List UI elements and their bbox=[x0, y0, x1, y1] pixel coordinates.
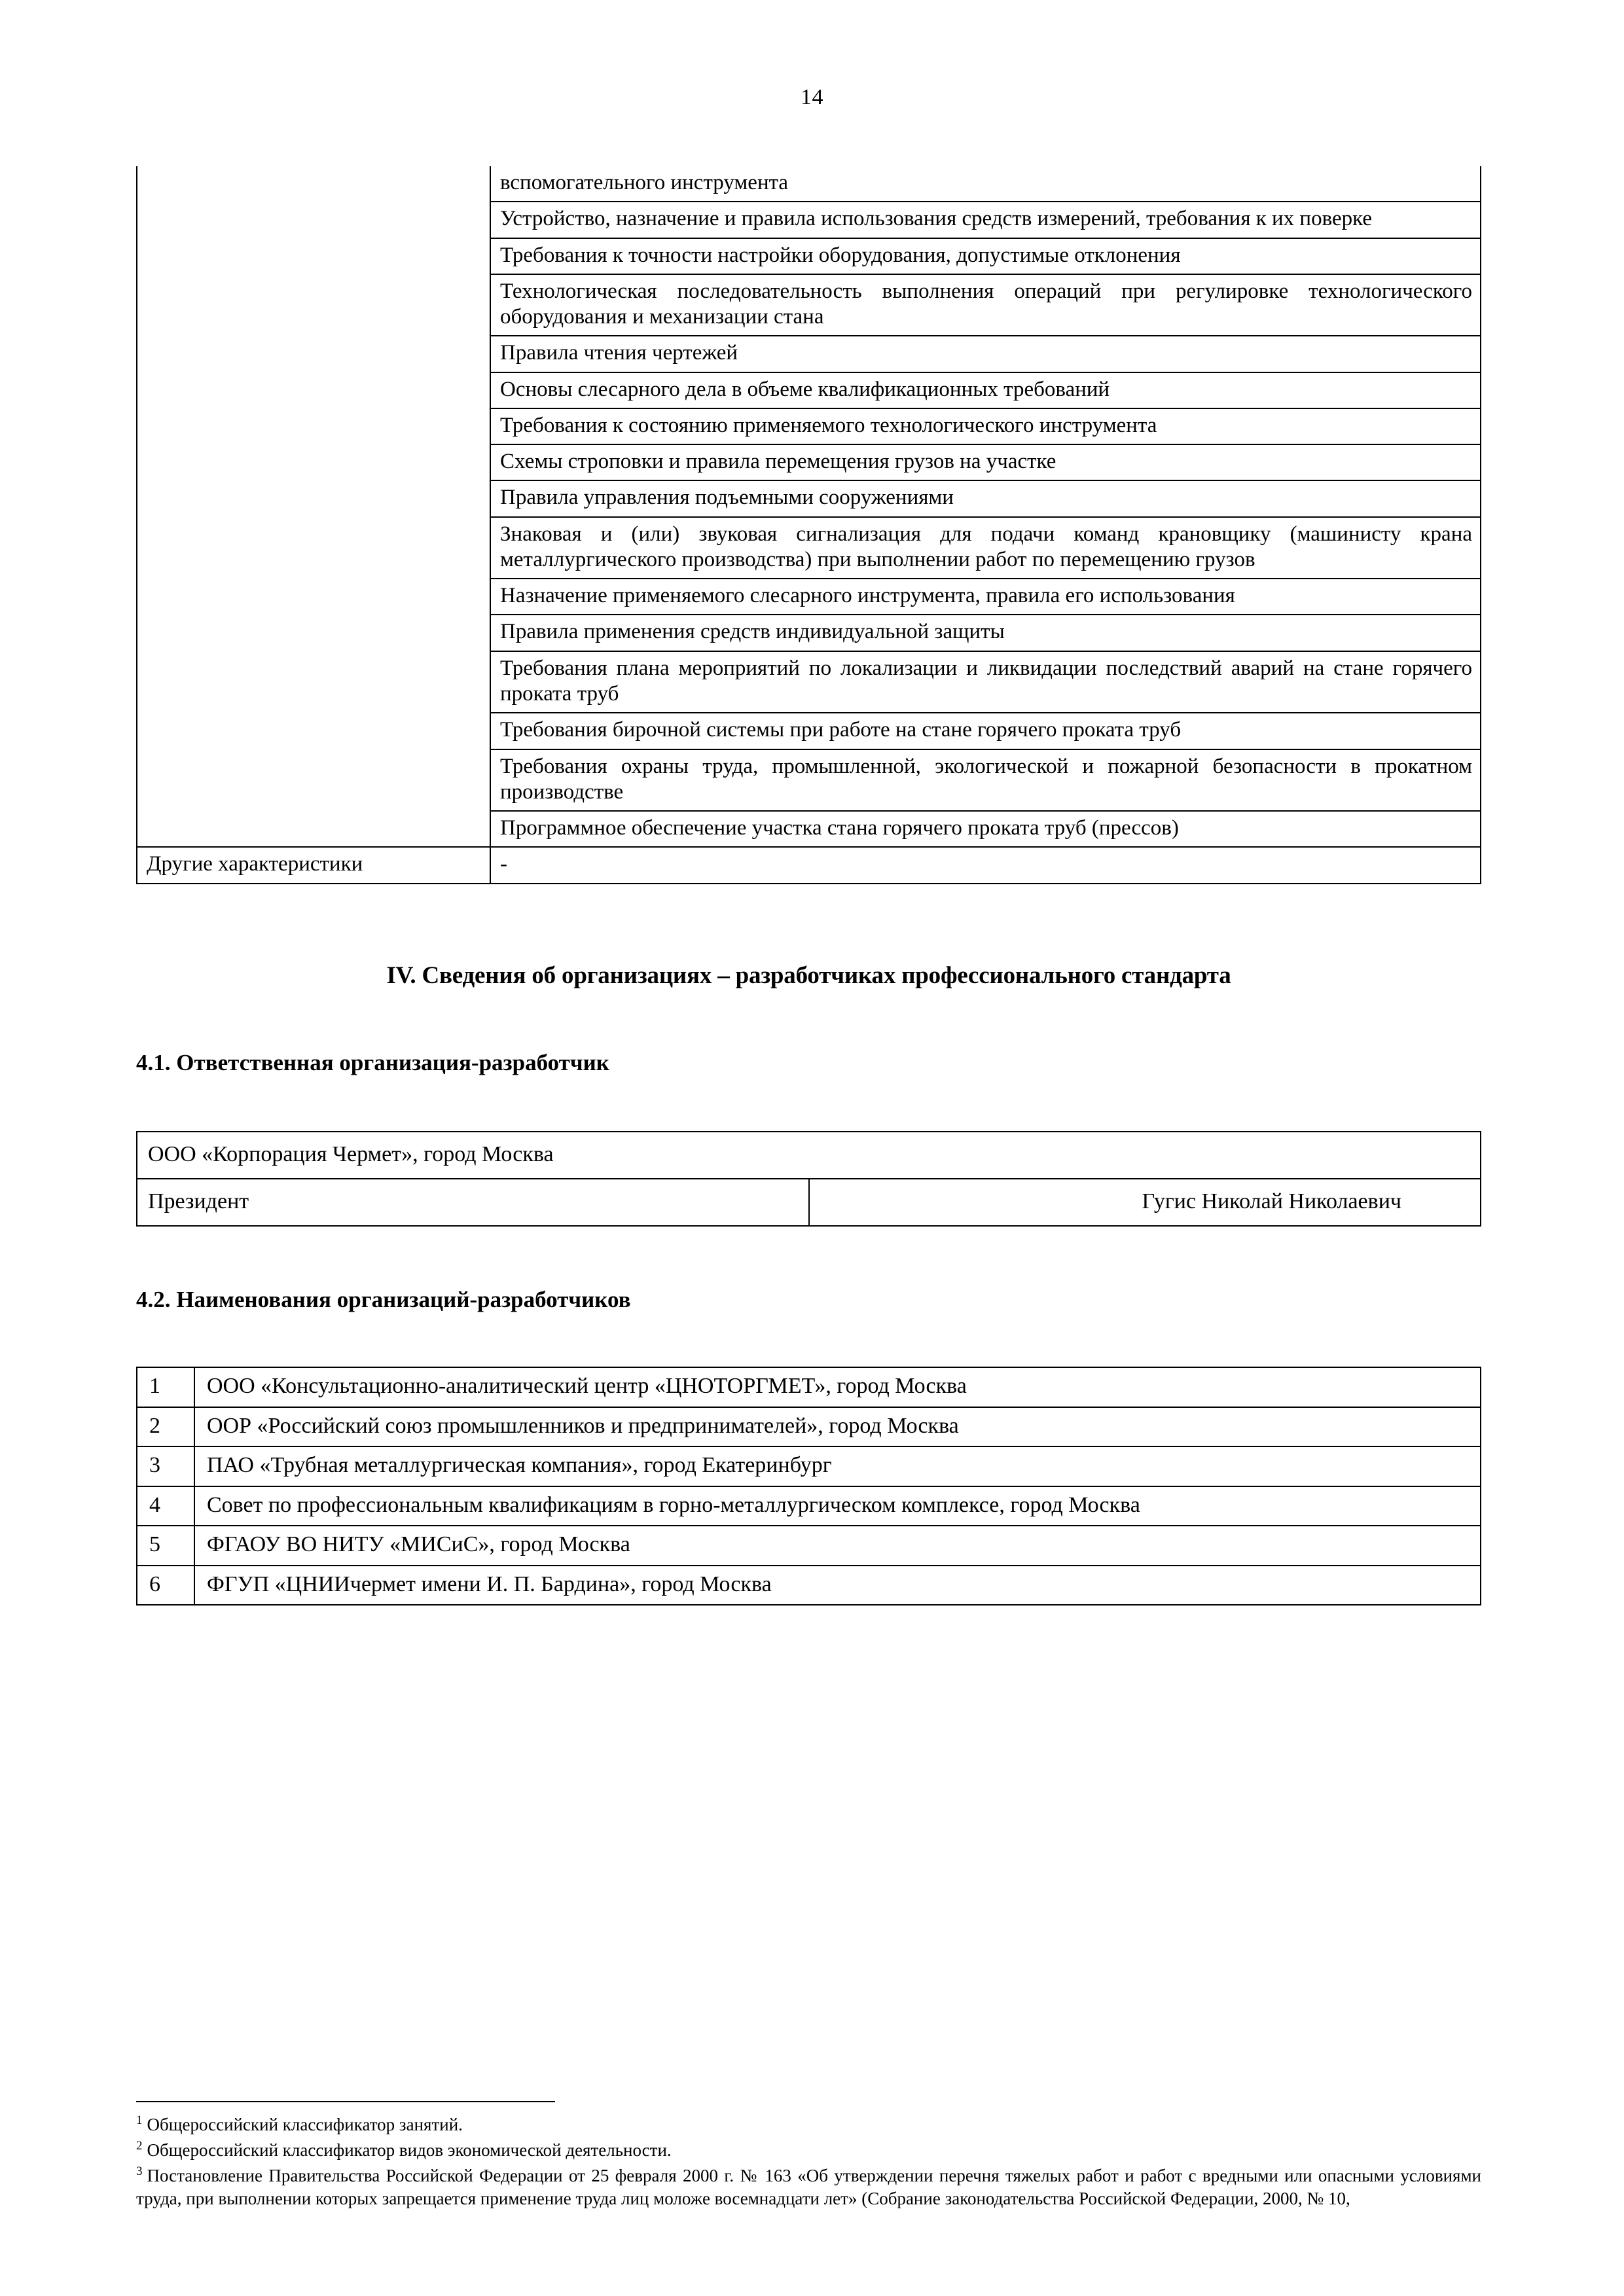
developer-name: ФГУП «ЦНИИчермет имени И. П. Бардина», город Москва bbox=[194, 1566, 1481, 1605]
footnote-text: Общероссийский классификатор занятий. bbox=[147, 2114, 463, 2134]
developer-number: 4 bbox=[137, 1486, 194, 1526]
other-characteristics-value: - bbox=[490, 847, 1481, 883]
knowledge-item: Требования бирочной системы при работе на стане горячего проката труб bbox=[490, 713, 1481, 749]
table-row bbox=[137, 1486, 1481, 1526]
footnote bbox=[136, 2113, 1481, 2136]
page-number: 14 bbox=[801, 85, 823, 109]
knowledge-item: Программное обеспечение участка стана горячего проката труб (прессов) bbox=[490, 811, 1481, 847]
table-row bbox=[137, 1367, 1481, 1407]
knowledge-item: Правила применения средств индивидуальной защиты bbox=[490, 615, 1481, 651]
knowledge-left-label bbox=[137, 166, 490, 847]
developer-number: 6 bbox=[137, 1566, 194, 1605]
knowledge-item: Основы слесарного дела в объеме квалификационных требований bbox=[490, 372, 1481, 408]
developers-table bbox=[136, 1367, 1481, 1605]
table-row bbox=[137, 1566, 1481, 1605]
developer-number: 2 bbox=[137, 1407, 194, 1446]
footnote-text: Общероссийский классификатор видов экономической деятельности. bbox=[147, 2140, 672, 2160]
subsection-title-4-2: 4.2. Наименования организаций-разработчиков bbox=[136, 1287, 631, 1313]
knowledge-item: Правила чтения чертежей bbox=[490, 336, 1481, 372]
footnotes-block bbox=[136, 2101, 1481, 2212]
footnote-marker: 1 bbox=[136, 2113, 143, 2127]
developer-number: 1 bbox=[137, 1367, 194, 1407]
developer-number: 5 bbox=[137, 1526, 194, 1565]
table-row bbox=[137, 1526, 1481, 1565]
table-row bbox=[137, 1407, 1481, 1446]
developer-number: 3 bbox=[137, 1446, 194, 1486]
developer-name: ООР «Российский союз промышленников и предпринимателей», город Москва bbox=[194, 1407, 1481, 1446]
knowledge-item: Технологическая последовательность выполнения операций при регулировке технологического оборудования и механизации стана bbox=[490, 274, 1481, 336]
developer-name: Совет по профессиональным квалификациям в горно-металлургическом комплексе, город Москва bbox=[194, 1486, 1481, 1526]
table-row-other-characteristics bbox=[137, 847, 1481, 883]
responsible-organization-name: ООО «Корпорация Чермет», город Москва bbox=[137, 1132, 1481, 1179]
knowledge-item: Знаковая и (или) звуковая сигнализация для подачи команд крановщику (машинисту крана металлургического производства) при выполнении работ по перемещению грузов bbox=[490, 517, 1481, 579]
responsible-organization-table bbox=[136, 1131, 1481, 1227]
footnote bbox=[136, 2164, 1481, 2210]
knowledge-item: вспомогательного инструмента bbox=[490, 166, 1481, 202]
responsible-person: Гугис Николай Николаевич bbox=[809, 1179, 1481, 1226]
knowledge-item: Требования плана мероприятий по локализации и ликвидации последствий аварий на стане горячего проката труб bbox=[490, 651, 1481, 713]
developer-name: ФГАОУ ВО НИТУ «МИСиС», город Москва bbox=[194, 1526, 1481, 1565]
footnote-text: Постановление Правительства Российской Федерации от 25 февраля 2000 г. № 163 «Об утверждении перечня тяжелых работ и работ с вредными или опасными условиями труда, при выполнении которых запрещается применение труда лиц моложе восемнадцати лет» (Собрание законодательства Российской Федерации, 2000, № 10, bbox=[136, 2165, 1481, 2208]
footnote-marker: 3 bbox=[136, 2164, 143, 2178]
table-row bbox=[137, 1132, 1481, 1179]
responsible-position: Президент bbox=[137, 1179, 809, 1226]
knowledge-item: Назначение применяемого слесарного инструмента, правила его использования bbox=[490, 579, 1481, 615]
table-row bbox=[137, 1179, 1481, 1226]
section-title: IV. Сведения об организациях – разработчиках профессионального стандарта bbox=[386, 961, 1231, 989]
knowledge-item: Устройство, назначение и правила использования средств измерений, требования к их поверке bbox=[490, 202, 1481, 238]
knowledge-item: Схемы строповки и правила перемещения грузов на участке bbox=[490, 444, 1481, 480]
footnote-separator bbox=[136, 2101, 555, 2102]
page-content bbox=[136, 166, 1481, 1605]
knowledge-item: Требования охраны труда, промышленной, экологической и пожарной безопасности в прокатном производстве bbox=[490, 749, 1481, 812]
table-row bbox=[137, 166, 1481, 202]
developer-name: ООО «Консультационно-аналитический центр «ЦНОТОРГМЕТ», город Москва bbox=[194, 1367, 1481, 1407]
footnote-marker: 2 bbox=[136, 2138, 143, 2153]
knowledge-table bbox=[136, 166, 1481, 884]
footnote bbox=[136, 2138, 1481, 2162]
knowledge-item: Требования к состоянию применяемого технологического инструмента bbox=[490, 408, 1481, 444]
knowledge-item: Правила управления подъемными сооружениями bbox=[490, 480, 1481, 516]
subsection-title-4-1: 4.1. Ответственная организация-разработчик bbox=[136, 1049, 609, 1075]
knowledge-item: Требования к точности настройки оборудования, допустимые отклонения bbox=[490, 238, 1481, 274]
developer-name: ПАО «Трубная металлургическая компания», город Екатеринбург bbox=[194, 1446, 1481, 1486]
other-characteristics-label: Другие характеристики bbox=[137, 847, 490, 883]
table-row bbox=[137, 1446, 1481, 1486]
